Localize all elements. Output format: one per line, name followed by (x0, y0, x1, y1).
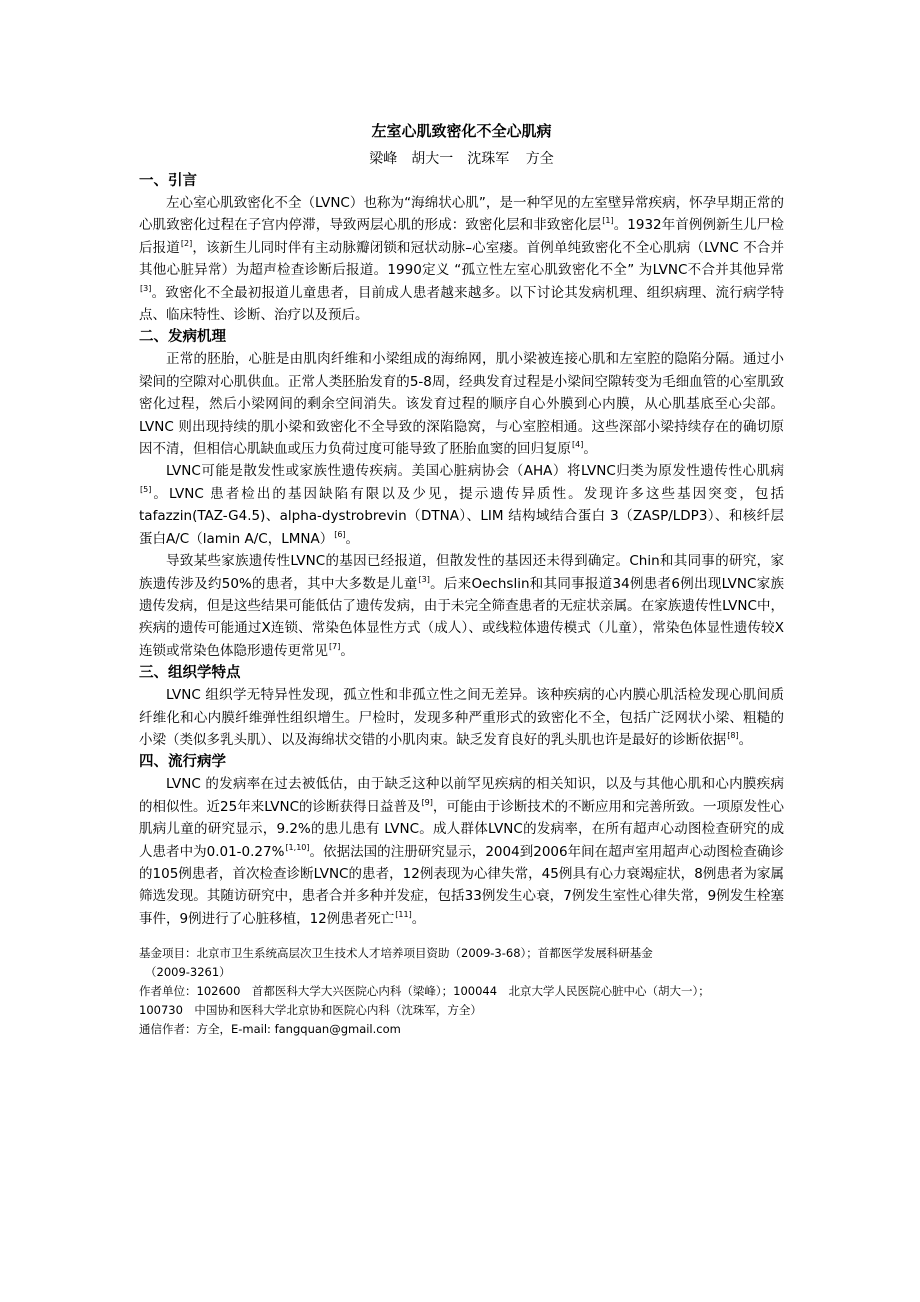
article-sections (139, 170, 784, 930)
text-run: 。 (583, 441, 597, 458)
section-heading: 一、引言 (139, 173, 197, 189)
text-run: 。依据法国的注册研究显示，2004到2006年间在超声室用超声心动图检查确诊的105例患者，首次检查诊断LVNC的患者，12例表现为心律失常，45例具有心力衰竭症状，8例患者为家属筛选发现。其随访研究中，患者合并多种并发症，包括33例发生心衰，7例发生室性心律失常，9例发生栓塞事件，9例进行了心脏移植，12例患者死亡 (139, 843, 784, 927)
text-run: 。 (411, 910, 426, 927)
text-run: 正常的胚胎，心脏是由肌肉纤维和小梁组成的海绵网，肌小梁被连接心肌和左室腔的隐陷分隔。通过小梁间的空隙对心肌供血。正常人类胚胎发育的5-8周，经典发育过程是小梁间空隙转变为毛细血管的心室肌致密化过程，然后小梁网间的剩余空间消失。该发育过程的顺序自心外膜到心内膜，从心肌基底至心尖部。LVNC 则出现持续的肌小梁和致密化不全导致的深陷隐窝，与心室腔相通。这些深部小梁持续存在的确切原因不清，但相信心肌缺血或压力负荷过度可能导致了胚胎血窦的回归复原 (139, 351, 784, 458)
affiliation-note-continued: 100730 中国协和医科大学北京协和医院心内科（沈珠军，方全） (139, 1003, 482, 1018)
funding-note-continued: （2009-3261） (145, 965, 231, 980)
section-heading: 三、组织学特点 (139, 665, 241, 682)
citation-ref: [4] (572, 440, 584, 450)
section-heading: 四、流行病学 (139, 754, 226, 771)
citation-ref: [9] (421, 797, 433, 807)
body-paragraph (139, 460, 784, 550)
citation-ref: [1,10] (285, 842, 310, 852)
funding-note: 基金项目：北京市卫生系统高层次卫生技术人才培养项目资助（2009-3-68）；首都医学发展科研基金 (139, 946, 653, 961)
citation-ref: [8] (727, 730, 739, 740)
affiliation-note: 作者单位：102600 首都医科大学大兴医院心内科（梁峰）；100044 北京大学人民医院心脏中心（胡大一）； (139, 984, 710, 999)
text-run: LVNC可能是散发性或家族性遗传疾病。美国心脏病协会（AHA）将LVNC归类为原发性遗传性心肌病 (166, 463, 784, 480)
text-run: ，可能由于诊断技术的不断应用和完善所致。一项原发性心肌病儿童的研究显示，9.2%的患儿患有 LVNC。成人群体LVNC的发病率，在所有超声心动图检查研究的成人患者中为0.01-0.27% (139, 798, 785, 860)
citation-ref: [3] (140, 283, 152, 293)
text-run: LVNC 组织学无特异性发现，孤立性和非孤立性之间无差异。该种疾病的心内膜心肌活检发现心肌间质纤维化和心内膜纤维弹性组织增生。尸检时，发现多种严重形式的致密化不全，包括广泛网状小梁、粗糙的小梁（类似多乳头肌）、以及海绵状交错的小肌肉束。缺乏发育良好的乳头肌也许是最好的诊断依据 (139, 687, 784, 748)
body-paragraph (139, 192, 784, 326)
text-run: 。 (345, 530, 360, 547)
text-run: LVNC 的发病率在过去被低估，由于缺乏这种以前罕见疾病的相关知识，以及与其他心肌和心内膜疾病的相似性。近25年来LVNC的诊断获得日益普及 (139, 776, 784, 815)
footnote-block (139, 944, 784, 1039)
body-paragraph (139, 348, 784, 460)
citation-ref: [2] (180, 238, 193, 248)
text-run: 。致密化不全最初报道儿童患者，目前成人患者越来越多。以下讨论其发病机理、组织病理、流行病学特点、临床特性、诊断、治疗以及预后。 (139, 284, 784, 324)
citation-ref: [1] (602, 216, 614, 226)
text-run: 导致某些家族遗传性LVNC的基因已经报道，但散发性的基因还未得到确定。Chin和其同事的研究，家族遗传涉及约50%的患者，其中大多数是儿童 (139, 553, 784, 592)
citation-ref: [6] (334, 529, 346, 539)
text-run: 左心室心肌致密化不全（LVNC）也称为“海绵状心肌”，是一种罕见的左室壁异常疾病，怀孕早期正常的心肌致密化过程在子宫内停滞，导致两层心肌的形成：致密化层和非致密化层 (139, 195, 784, 234)
section-heading: 二、发病机理 (139, 329, 226, 346)
text-run: 。LVNC 患者检出的基因缺陷有限以及少见，提示遗传异质性。发现许多这些基因突变，包括 tafazzin(TAZ-G4.5)、alpha-dystrobrevin（DTNA）、LIM 结构域结合蛋白 3（ZASP/LDP3）、和核纤层蛋白A/C（lamin A/C，LMNA） (139, 485, 784, 547)
author-list: 梁峰 胡大一 沈珠军 方全 (369, 151, 554, 167)
body-paragraph (139, 773, 784, 930)
citation-ref: [3] (418, 574, 430, 584)
citation-ref: [11] (395, 909, 412, 919)
text-run: 。1932年首例例新生儿尸检后报道 (139, 217, 785, 256)
text-run: 。后来Oechslin和其同事报道34例患者6例出现LVNC家族遗传发病，但是这些结果可能低估了遗传发病，由于未完全筛查患者的无症状亲属。在家族遗传性LVNC中，疾病的遗传可能通过X连锁、常染色体显性方式（成人）、或线粒体遗传模式（儿童），常染色体显性遗传较X连锁或常染色体隐形遗传更常见 (139, 575, 784, 659)
body-paragraph (139, 550, 784, 662)
text-run: 。 (738, 731, 753, 748)
citation-ref: [5] (140, 484, 152, 494)
correspondence-note: 通信作者：方全，E-mail: fangquan@gmail.com (139, 1022, 401, 1037)
text-run: ，该新生儿同时伴有主动脉瓣闭锁和冠状动脉–心室瘘。首例单纯致密化不全心肌病（LVNC 不合并其他心脏异常）为超声检查诊断后报道。1990定义 “孤立性左室心肌致密化不全” 为LVNC不合并其他异常 (139, 239, 784, 279)
text-run: 。 (340, 642, 354, 659)
article-title: 左室心肌致密化不全心肌病 (371, 122, 552, 140)
body-paragraph (139, 684, 784, 751)
citation-ref: [7] (329, 641, 341, 651)
article-body (139, 120, 784, 1039)
